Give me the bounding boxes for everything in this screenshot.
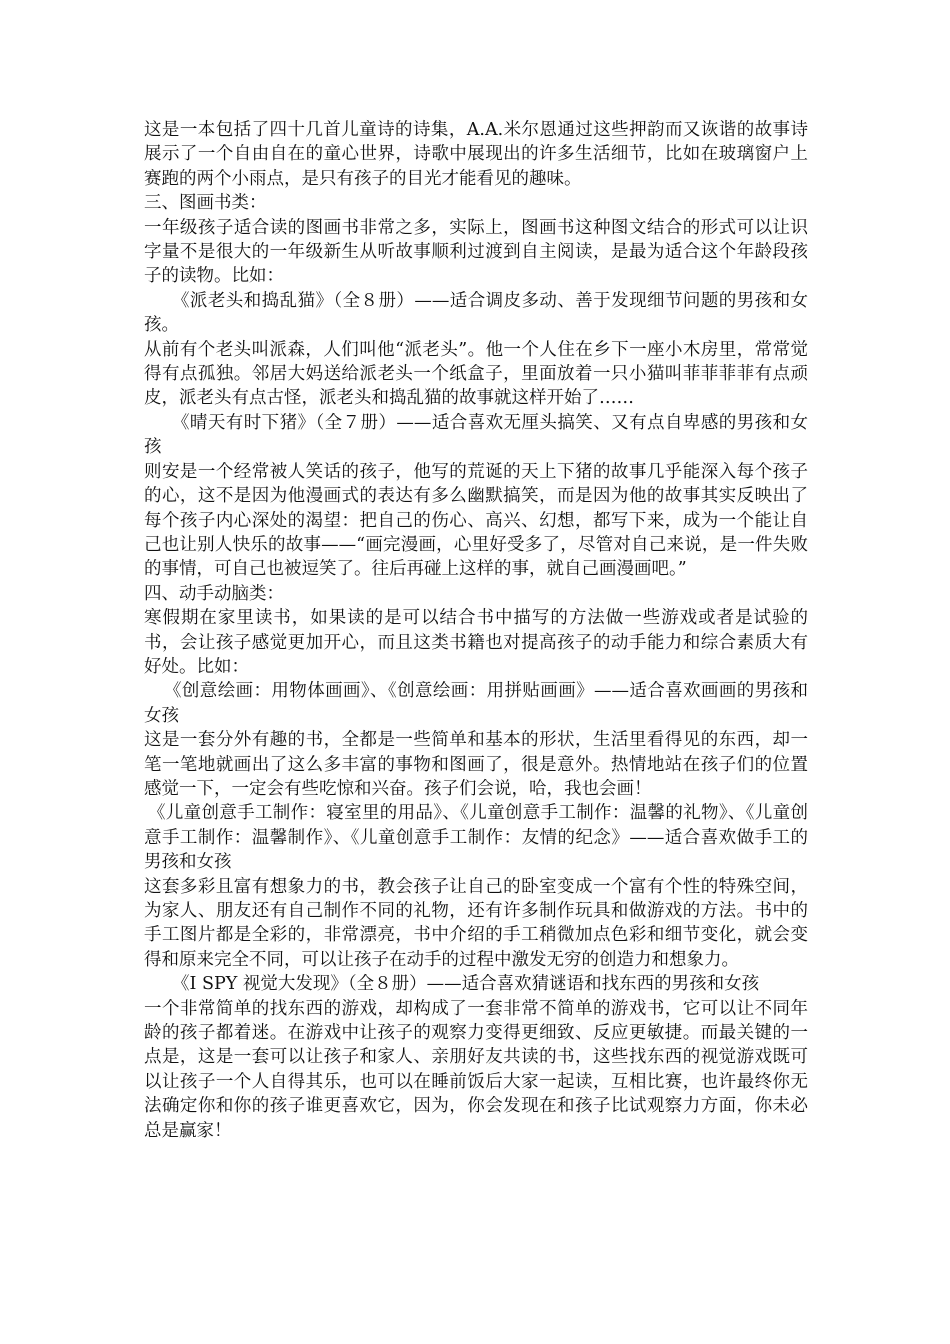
book-title-handicraft: 《儿童创意手工制作：寝室里的用品》、《儿童创意手工制作：温馨的礼物》、《儿童创意手工制作：温馨制作》、《儿童创意手工制作：友情的纪念》——适合喜欢做手工的男孩和女孩 (144, 803, 808, 873)
paragraph-creative-drawing-description: 这是一套分外有趣的书，全都是一些简单和基本的形状，生活里看得见的东西，却一笔一笔地就画出了这么多丰富的事物和图画了，很是意外。热情地站在孩子们的位置感觉一下，一定会有些吃惊和兴奋。孩子们会说，哈，我也会画！ (144, 730, 808, 799)
book-title-i-spy: 《I SPY 视觉大发现》（全８册）——适合喜欢猜谜语和找东西的男孩和女孩 (172, 974, 760, 995)
section-heading-picture-books: 三、图画书类： (144, 193, 267, 214)
book-title-pigs-fall: 《晴天有时下猪》（全７册）——适合喜欢无厘头搞笑、又有点自卑感的男孩和女孩 (144, 412, 808, 458)
paragraph-poetry-description: 这是一本包括了四十几首儿童诗的诗集，A.A.米尔恩通过这些押韵而又诙谐的故事诗展示了一个自由自在的童心世界，诗歌中展现出的许多生活细节，比如在玻璃窗户上赛跑的两个小雨点，是只有孩子的目光才能看见的趣味。 (144, 120, 808, 189)
paragraph-picture-books-intro: 一年级孩子适合读的图画书非常之多，实际上，图画书这种图文结合的形式可以让识字量不是很大的一年级新生从听故事顺利过渡到自主阅读，是最为适合这个年龄段孩子的读物。比如： (144, 217, 808, 287)
document-page (144, 118, 808, 1143)
book-title-creative-drawing: 《创意绘画：用物体画画》、《创意绘画：用拼贴画画》——适合喜欢画画的男孩和女孩 (144, 681, 808, 726)
paragraph-pigs-fall-description: 则安是一个经常被人笑话的孩子，他写的荒诞的天上下猪的故事几乎能深入每个孩子的心，这不是因为他漫画式的表达有多么幽默搞笑，而是因为他的故事其实反映出了每个孩子内心深处的渴望：把自己的伤心、高兴、幻想，都写下来，成为一个能让自己也让别人快乐的故事——“画完漫画，心里好受多了，尽管对自己来说，是一件失败的事情，可自己也被逗笑了。往后再碰上这样的事，就自己画漫画吧。” (144, 461, 808, 580)
paragraph-pettson-findus-description: 从前有个老头叫派森，人们叫他“派老头”。他一个人住在乡下一座小木房里，常常觉得有点孤独。邻居大妈送给派老头一个纸盒子，里面放着一只小猫叫菲菲菲菲有点顽皮，派老头有点古怪，派老头和捣乱猫的故事就这样开始了…… (144, 339, 808, 409)
paragraph-i-spy-description: 一个非常简单的找东西的游戏，却构成了一套非常不简单的游戏书，它可以让不同年龄的孩子都着迷。在游戏中让孩子的观察力变得更细致、反应更敏捷。而最关键的一点是，这是一套可以让孩子和家人、亲朋好友共读的书，这些找东西的视觉游戏既可以让孩子一个人自得其乐，也可以在睡前饭后大家一起读，互相比赛，也许最终你无法确定你和你的孩子谁更喜欢它，因为，你会发现在和孩子比试观察力方面，你未必总是赢家！ (144, 998, 808, 1141)
section-heading-hands-on: 四、动手动脑类： (144, 583, 284, 604)
paragraph-hands-on-intro: 寒假期在家里读书，如果读的是可以结合书中描写的方法做一些游戏或者是试验的书，会让孩子感觉更加开心，而且这类书籍也对提高孩子的动手能力和综合素质大有好处。比如： (144, 608, 808, 677)
paragraph-handicraft-description: 这套多彩且富有想象力的书，教会孩子让自己的卧室变成一个富有个性的特殊空间，为家人、朋友还有自己制作不同的礼物，还有许多制作玩具和做游戏的方法。书中的手工图片都是全彩的，非常漂亮，书中介绍的手工稍微加点色彩和细节变化，就会变得和原来完全不同，可以让孩子在动手的过程中激发无穷的创造力和想象力。 (144, 876, 808, 970)
book-title-pettson-findus: 《派老头和捣乱猫》（全８册）——适合调皮多动、善于发现细节问题的男孩和女孩。 (144, 290, 808, 336)
